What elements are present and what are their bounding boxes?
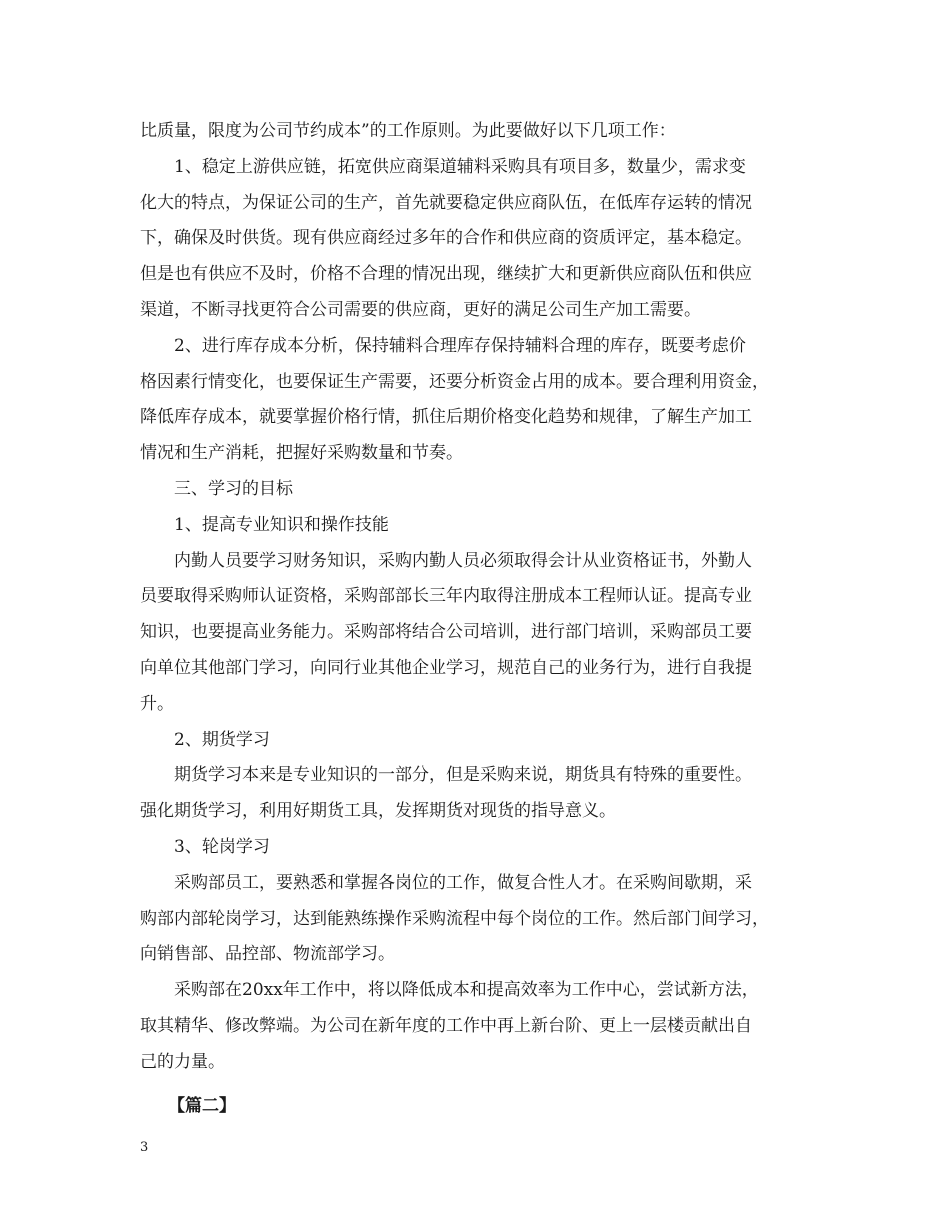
paragraph-line: 渠道，不断寻找更符合公司需要的供应商，更好的满足公司生产加工需要。 [140, 299, 701, 320]
paragraph-line: 升。 [140, 693, 174, 714]
paragraph-line: 比质量，限度为公司节约成本”的工作原则。为此要做好以下几项工作： [140, 121, 676, 141]
subsection-heading-line: 3、轮岗学习 [174, 836, 270, 857]
paragraph-line: 采购部员工，要熟悉和掌握各岗位的工作，做复合性人才。在采购间歇期，采 [174, 872, 752, 893]
paragraph-line: 化大的特点，为保证公司的生产，首先就要稳定供应商队伍，在低库存运转的情况 [140, 192, 752, 213]
paragraph-line: 知识，也要提高业务能力。采购部将结合公司培训，进行部门培训，采购部员工要 [140, 622, 752, 643]
document-body [140, 114, 812, 1124]
paragraph-line: 格因素行情变化，也要保证生产需要，还要分析资金占用的成本。要合理利用资金， [140, 371, 769, 392]
paragraph-line: 2、进行库存成本分析，保持辅料合理库存保持辅料合理的库存，既要考虑价 [174, 335, 746, 356]
paragraph-line: 采购部在20xx年工作中，将以降低成本和提高效率为工作中心，尝试新方法， [174, 980, 759, 1001]
paragraph-line: 1、稳定上游供应链，拓宽供应商渠道辅料采购具有项目多，数量少，需求变 [174, 156, 746, 177]
paragraph-line: 情况和生产消耗，把握好采购数量和节奏。 [140, 443, 463, 464]
paragraph-line: 降低库存成本，就要掌握价格行情，抓住后期价格变化趋势和规律，了解生产加工 [140, 407, 752, 428]
paragraph-line: 下，确保及时供货。现有供应商经过多年的合作和供应商的资质评定，基本稳定。 [140, 228, 752, 249]
section-heading-line: 三、学习的目标 [174, 478, 293, 499]
paragraph-line: 取其精华、修改弊端。为公司在新年度的工作中再上新台阶、更上一层楼贡献出自 [140, 1015, 752, 1036]
subsection-heading-line: 2、期货学习 [174, 729, 270, 750]
paragraph-line: 内勤人员要学习财务知识，采购内勤人员必须取得会计从业资格证书，外勤人 [174, 550, 752, 571]
page-number: 3 [140, 1140, 149, 1155]
section-title-bracket: 【篇二】 [168, 1095, 236, 1116]
paragraph-line: 购部内部轮岗学习，达到能熟练操作采购流程中每个岗位的工作。然后部门间学习， [140, 908, 769, 929]
paragraph-line: 期货学习本来是专业知识的一部分，但是采购来说，期货具有特殊的重要性。 [174, 765, 752, 786]
paragraph-line: 向单位其他部门学习，向同行业其他企业学习，规范自己的业务行为，进行自我提 [140, 657, 752, 678]
paragraph-line: 强化期货学习，利用好期货工具，发挥期货对现货的指导意义。 [140, 801, 616, 822]
paragraph-line: 员要取得采购师认证资格，采购部部长三年内取得注册成本工程师认证。提高专业 [140, 586, 752, 607]
subsection-heading-line: 1、提高专业知识和操作技能 [174, 514, 389, 535]
paragraph-line: 但是也有供应不及时，价格不合理的情况出现，继续扩大和更新供应商队伍和供应 [140, 264, 752, 285]
paragraph-line: 向销售部、品控部、物流部学习。 [140, 944, 395, 965]
paragraph-line: 己的力量。 [140, 1051, 225, 1072]
